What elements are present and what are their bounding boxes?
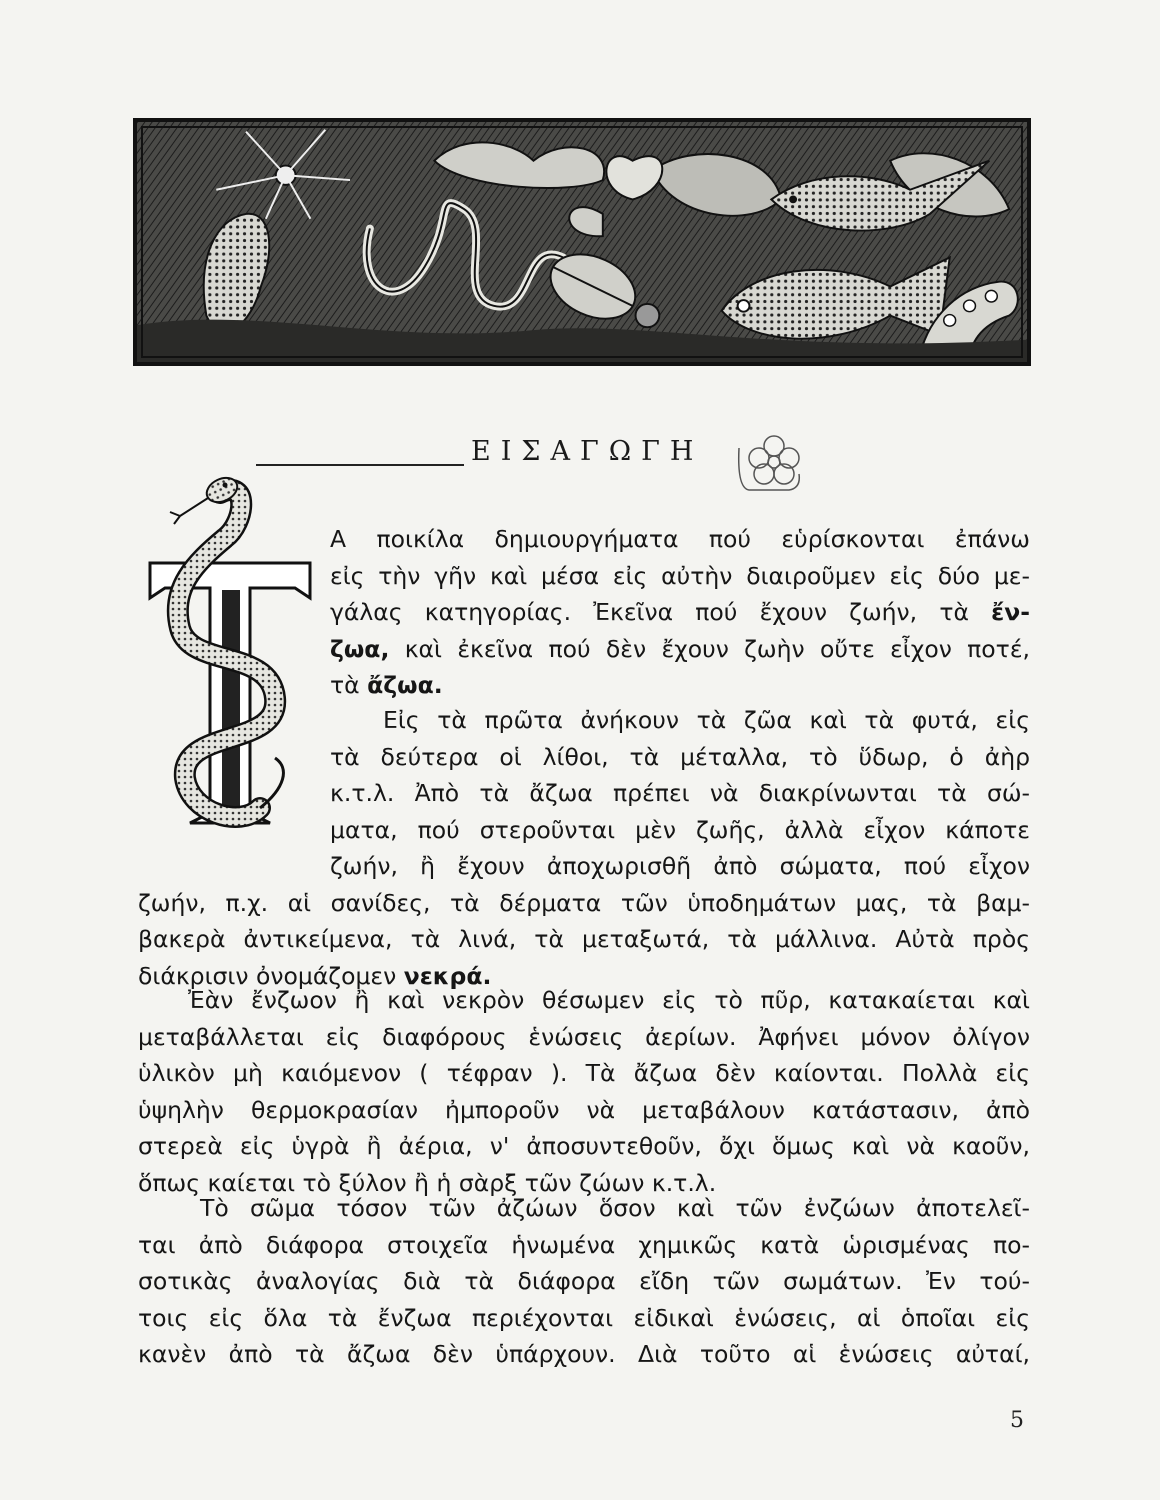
paragraph-fourth	[138, 1190, 1030, 1373]
text-line: μεταβάλλεται εἰς διαφόρους ἑνώσεις ἀερίων. Ἀφήνει μόνον ὀλίγον	[138, 1022, 1030, 1051]
paragraph-second	[138, 702, 1030, 994]
text-line: Εἰς τὰ πρῶτα ἀνήκουν τὰ ζῶα καὶ τὰ φυτά, εἰς	[383, 706, 1030, 734]
text-line: ὑψηλὴν θερμοκρασίαν ἠμποροῦν νὰ μεταβάλουν κατάστασιν, ἀπὸ	[138, 1095, 1030, 1124]
page-number: 5	[1010, 1408, 1024, 1433]
text-line: ὑλικὸν μὴ καιόμενον ( τέφραν ). Τὰ ἄζωα δὲν καίονται. Πολλὰ εἰς	[138, 1059, 1030, 1087]
text-line: στερεὰ εἰς ὑγρὰ ἢ ἀέρια, ν' ἀποσυντεθοῦν, ὄχι ὅμως καὶ νὰ καοῦν,	[138, 1132, 1030, 1160]
text-line: Τὸ σῶμα τόσον τῶν ἀζώων ὅσον καὶ τῶν ἐνζώων ἀποτελεῖ-	[200, 1194, 1030, 1222]
paragraph-third	[138, 982, 1030, 1201]
paragraph-intro	[330, 521, 1030, 704]
decorative-header-banner	[133, 118, 1031, 366]
text-line	[330, 667, 1030, 704]
text-line: Α ποικίλα δημιουργήματα πού εὑρίσκονται ἐπάνω	[330, 525, 1030, 553]
text-line	[330, 594, 1030, 631]
text-line: ται ἀπὸ διάφορα στοιχεῖα ἡνωμένα χημικῶς κατὰ ὡρισμένας πο-	[138, 1230, 1030, 1259]
text-run: τὰ	[330, 671, 368, 699]
drop-cap-letter: Τ	[230, 828, 231, 829]
text-run: διάκρισιν ὀνομάζομεν	[138, 961, 404, 990]
bold-term: ζωα,	[330, 634, 390, 663]
heading-rule	[256, 464, 464, 466]
bold-term: ἄζωα.	[367, 671, 443, 699]
text-line: τοις εἰς ὅλα τὰ ἔνζωα περιέχονται εἰδικαὶ ἑνώσεις, αἱ ὁποῖαι εἰς	[138, 1303, 1030, 1332]
text-line: ζωήν, π.χ. αἱ σανίδες, τὰ δέρματα τῶν ὑποδημάτων μας, τὰ βαμ-	[138, 888, 1030, 917]
bold-term: νεκρά.	[403, 961, 492, 990]
text-run: γάλας κατηγορίας. Ἐκεῖνα πού ἔχουν ζωήν, τὰ	[330, 598, 992, 626]
text-line: σοτικὰς ἀναλογίας διὰ τὰ διάφορα εἴδη τῶν σωμάτων. Ἐν τού-	[138, 1267, 1030, 1295]
page-title: ΕΙΣΑΓΩΓΗ	[471, 436, 704, 467]
bold-term: ἔν-	[991, 598, 1030, 626]
text-line: κανὲν ἀπὸ τὰ ἄζωα δὲν ὑπάρχουν. Διὰ τοῦτο αἱ ἑνώσεις αὐταί,	[138, 1340, 1030, 1368]
chapter-heading	[256, 430, 816, 500]
text-line: τὰ δεύτερα οἱ λίθοι, τὰ μέταλλα, τὸ ὕδωρ, ὁ ἀὴρ	[330, 742, 1030, 771]
text-line: εἰς τὴν γῆν καὶ μέσα εἰς αὐτὴν διαιροῦμεν εἰς δύο με-	[330, 561, 1030, 590]
text-line: κ.τ.λ. Ἀπὸ τὰ ἄζωα πρέπει νὰ διακρίνωνται τὰ σώ-	[330, 779, 1030, 807]
text-line: ματα, πού στεροῦνται μὲν ζωῆς, ἀλλὰ εἶχον κάποτε	[330, 815, 1030, 844]
text-line: Ἐὰν ἔνζωον ἢ καὶ νεκρὸν θέσωμεν εἰς τὸ πῦρ, κατακαίεται καὶ	[188, 986, 1030, 1014]
text-line: ζωήν, ἢ ἔχουν ἀποχωρισθῆ ἀπὸ σώματα, πού εἶχον	[330, 852, 1030, 880]
text-line: βακερὰ ἀντικείμενα, τὰ λινά, τὰ μεταξωτά, τὰ μάλλινα. Αὐτὰ πρὸς	[138, 925, 1030, 953]
text-line: ὅπως καίεται τὸ ξύλον ἢ ἡ σὰρξ τῶν ζώων κ.τ.λ.	[138, 1168, 717, 1197]
flower-icon	[729, 418, 819, 508]
text-run: καὶ ἐκεῖνα πού δὲν ἔχουν ζωὴν οὔτε εἶχον ποτέ,	[389, 634, 1030, 663]
text-line	[330, 631, 1030, 668]
nature-engraving-icon	[137, 122, 1027, 362]
